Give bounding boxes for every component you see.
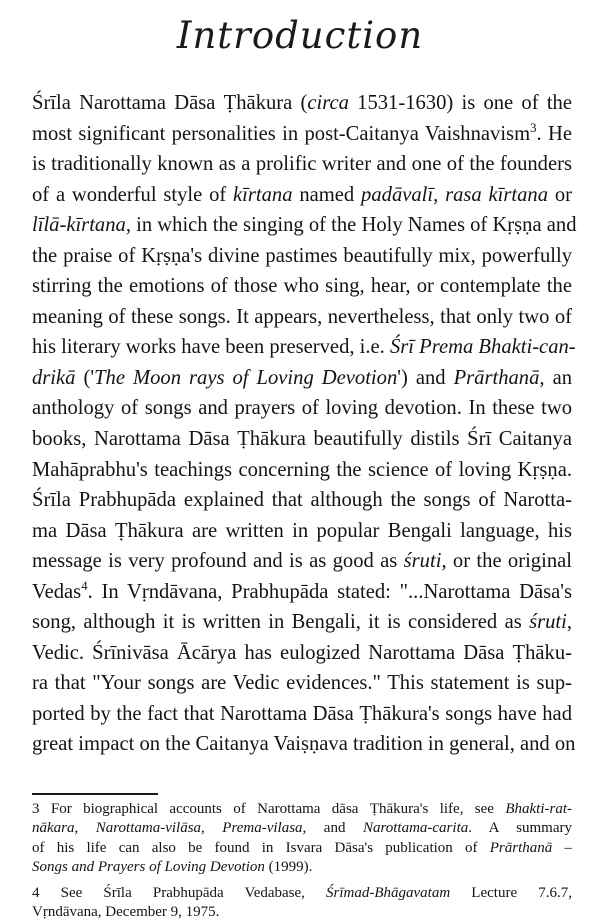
text-run: or — [548, 183, 572, 206]
italic-text: Prārthanā – — [489, 839, 572, 856]
body-line — [32, 455, 572, 486]
body-line — [32, 638, 572, 669]
text-run: , — [201, 820, 223, 837]
body-line — [32, 363, 572, 394]
body-line — [32, 485, 572, 516]
italic-text: circa — [307, 92, 349, 114]
body-line — [32, 607, 572, 638]
text-run: Lecture 7.6.7, — [450, 884, 572, 901]
italic-text: Prārthanā — [453, 366, 540, 389]
italic-text: Narottama-carita — [362, 820, 469, 837]
text-run: is traditionally known as a prolific writer and one of the founders — [32, 153, 572, 176]
body-line — [32, 699, 572, 730]
text-run: , — [566, 611, 572, 634]
text-run: his literary works have been preserved, i.e. — [32, 336, 390, 359]
text-run: Vedas — [32, 580, 82, 603]
text-run: 4 See Śrīla Prabhupāda Vedabase, — [32, 884, 327, 901]
text-run: . A summary — [468, 820, 572, 837]
italic-text: rasa kīrtana — [445, 183, 549, 206]
text-run: ') and — [397, 366, 454, 389]
text-run: 3 For biographical accounts of Narottama dāsa Ṭhākura's life, see — [32, 801, 506, 817]
text-run: great impact on the Caitanya Vaiṣṇava tradition in general, and on — [32, 733, 576, 756]
text-run: song, although it is written in Bengali, it is considered as — [32, 611, 530, 634]
italic-text: Bhakti-rat- — [505, 801, 572, 817]
text-run: (1999). — [264, 859, 313, 876]
italic-text: kīrtana — [233, 183, 293, 206]
body-line — [32, 546, 572, 577]
text-run: 1531-1630) is one of the — [348, 92, 572, 114]
text-run: stirring the emotions of those who sing, hear, or contemplate the — [32, 275, 572, 298]
body-paragraph — [32, 88, 577, 760]
body-line — [32, 149, 572, 180]
body-line — [32, 393, 572, 424]
text-run: named — [292, 183, 362, 206]
italic-text: drikā — [32, 366, 76, 389]
italic-text: līlā-kīrtana — [32, 214, 126, 237]
footnote-line — [32, 819, 572, 838]
text-run: of a wonderful style of — [32, 183, 234, 206]
text-run: Vṛndāvana, December 9, 1975. — [32, 904, 220, 921]
body-line — [32, 271, 572, 302]
footnote-ref: 4 — [81, 578, 88, 593]
footnote-separator — [32, 793, 158, 795]
footnote-ref: 3 — [530, 120, 537, 135]
text-run: ra that "Your songs are Vedic evidences." This statement is sup- — [32, 672, 572, 695]
footnote-line — [32, 884, 572, 903]
body-line — [32, 241, 572, 272]
text-run: ma Dāsa Ṭhākura are written in popular Bengali language, his — [32, 519, 572, 542]
text-run: Vedic. Śrīnivāsa Ācārya has eulogized Narottama Dāsa Ṭhāku- — [32, 641, 572, 664]
footnote-line — [32, 903, 572, 922]
text-run: Śrīla Narottama Dāsa Ṭhākura ( — [32, 92, 308, 114]
text-run: the praise of Kṛṣṇa's divine pastimes beautifully mix, powerfully — [32, 244, 572, 267]
italic-text: nākara — [32, 820, 75, 837]
text-run: Śrīla Prabhupāda explained that although the songs of Narotta- — [32, 489, 572, 512]
text-run: , — [433, 183, 446, 206]
text-run: books, Narottama Dāsa Ṭhākura beautifully distils Śrī Caitanya — [32, 428, 572, 451]
text-run: most significant personalities in post-Caitanya Vaishnavism — [32, 122, 531, 145]
body-line — [32, 88, 572, 119]
text-run: meaning of these songs. It appears, nevertheless, that only two of — [32, 305, 572, 328]
italic-text: Śrīmad-Bhāgavatam — [326, 884, 451, 901]
italic-text: Prema-vilasa — [222, 820, 303, 837]
text-run: ported by the fact that Narottama Dāsa Ṭhākura's songs have had — [32, 702, 572, 725]
text-run: Mahāprabhu's teachings concerning the science of loving Kṛṣṇa. — [32, 458, 572, 481]
body-line — [32, 577, 572, 608]
body-line — [32, 668, 572, 699]
body-line — [32, 302, 572, 333]
footnote — [32, 800, 572, 878]
text-run: . In Vṛndāvana, Prabhupāda stated: "...Narottama Dāsa's — [87, 580, 572, 603]
text-run: (' — [75, 366, 95, 389]
italic-text: Narottama-vilāsa — [95, 820, 202, 837]
body-line — [32, 424, 572, 455]
body-line — [32, 119, 572, 150]
text-run: message is very profound and is as good as — [32, 550, 404, 573]
italic-text: śruti — [403, 550, 442, 573]
text-run: , or the original — [441, 550, 572, 573]
body-line — [32, 210, 577, 241]
footnotes — [32, 800, 572, 922]
text-run: , — [74, 820, 96, 837]
text-run: . He — [536, 122, 572, 145]
italic-text: śruti — [529, 611, 567, 634]
body-line — [32, 180, 572, 211]
italic-text: Songs and Prayers of Loving Devotion — [32, 859, 265, 876]
footnote — [32, 884, 572, 922]
italic-text: Śrī Prema Bhakti-can- — [389, 336, 576, 359]
italic-text: padāvalī — [361, 183, 434, 206]
text-run: anthology of songs and prayers of loving devotion. In these two — [32, 397, 572, 420]
body-line — [32, 729, 576, 760]
text-run: of his life can also be found in Isvara Dāsa's publication of — [32, 839, 490, 856]
text-run: , and — [302, 820, 363, 837]
footnote-line — [32, 839, 572, 858]
text-run: , in which the singing of the Holy Names of Kṛṣṇa and — [125, 214, 577, 237]
chapter-title: Introduction — [176, 14, 424, 57]
italic-text: The Moon rays of Loving Devotion — [94, 366, 398, 389]
body-line — [32, 516, 572, 547]
text-run: , an — [539, 366, 573, 389]
footnote-line — [32, 800, 572, 819]
body-line — [32, 332, 576, 363]
